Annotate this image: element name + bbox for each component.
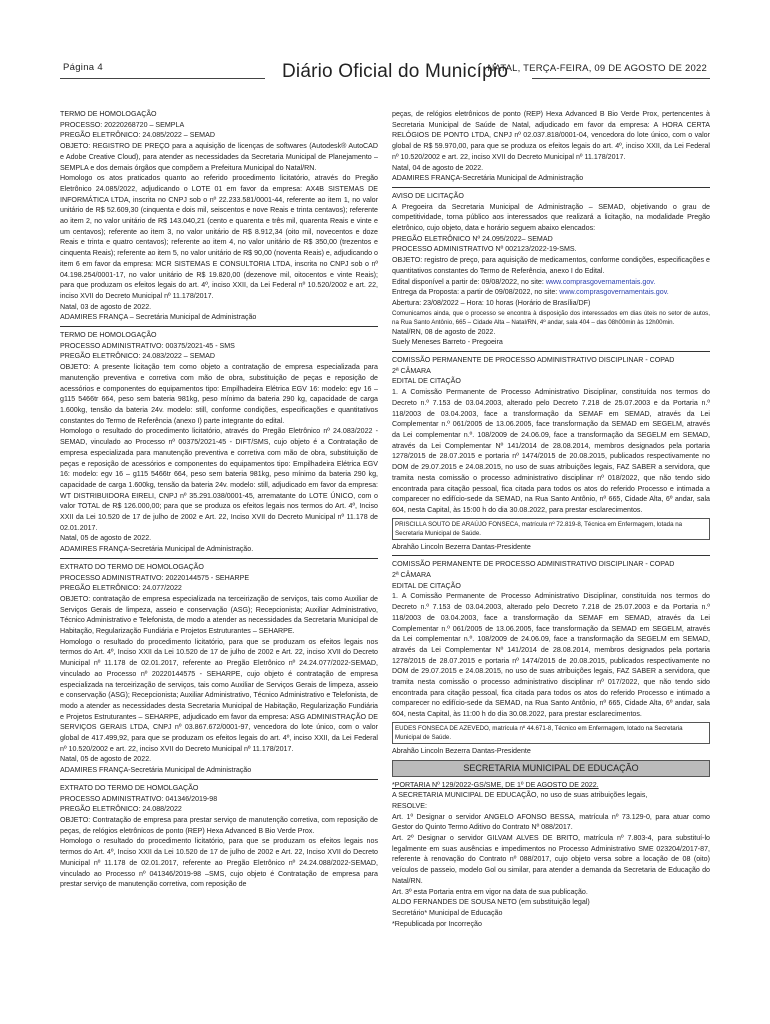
notice-pregao: PREGÃO ELETRÔNICO: 24.085/2022 – SEMAD: [60, 131, 215, 140]
ordinance-resolve: RESOLVE:: [392, 801, 427, 810]
notice-process: PROCESSO ADMINISTRATIVO: 041346/2019-98: [60, 794, 218, 803]
ordinance-republication-note: *Republicada por Incorreção: [392, 919, 482, 928]
notice-subheading: EDITAL DE CITAÇÃO: [392, 581, 461, 590]
notice-process: PROCESSO ADMINISTRATIVO: 00375/2021-45 - SMS: [60, 341, 235, 350]
notice-date: Natal/RN, 08 de agosto de 2022.: [392, 327, 496, 336]
notice-subheading: EDITAL DE CITAÇÃO: [392, 377, 461, 386]
notice-object: OBJETO: contratação de empresa especializada na terceirização de serviços, tais como Auxiliar de Serviços Gerais de limpeza, asseio e conservação (ASG); Recepcionista; Auxiliar Administrativo, Técnico Administrativo e Telefonista, de modo a atender as necessidades da Secretaria Municipal de Habitação, Regularização Fundiária e Projetos Estruturantes – SEHARPE.: [60, 594, 378, 636]
notice-object: OBJETO: Contratação de empresa para prestar serviço de manutenção corretiva, com reposição de peças, de relógios eletrônicos de ponto (REP) Hexa Advanced B Bio Verde Prox.: [60, 816, 378, 835]
publication-date: NATAL, TERÇA-FEIRA, 09 DE AGOSTO DE 2022: [487, 63, 707, 74]
notice-chamber: 2ª CÂMARA: [392, 571, 431, 580]
page-header: [60, 58, 710, 90]
notice-entrega-line: [392, 287, 710, 298]
notice-process: PROCESSO: 20220268720 – SEMPLA: [60, 120, 185, 129]
header-rule-right: [532, 78, 710, 79]
notice-heading: EXTRATO DO TERMO DE HOMOLGAÇÃO: [60, 783, 199, 792]
notice-heading: EXTRATO DO TERMO DE HOMOLOGAÇÃO: [60, 562, 204, 571]
notice-pregao: PREGÃO ELETRÔNICO: 24.088/2022: [60, 805, 182, 814]
right-column: [392, 105, 710, 929]
ordinance-signature-role: Secretário* Municipal de Educação: [392, 909, 503, 917]
entrega-link[interactable]: www.comprasgovernamentais.gov.: [559, 288, 669, 297]
notice-heading: TERMO DE HOMOLOGAÇÃO: [60, 331, 157, 340]
edital-text: Edital disponível a partir de: 09/08/2022, no site:: [392, 277, 546, 286]
homologation-extract-seharpe: [60, 558, 378, 776]
notice-abertura: Abertura: 23/08/2022 – Hora: 10 horas (Horário de Brasília/DF): [392, 298, 591, 307]
edital-link[interactable]: www.comprasgovernamentais.gov.: [545, 277, 656, 286]
notice-chamber: 2ª CÂMARA: [392, 366, 431, 375]
header-rule-left: [60, 78, 265, 79]
notice-object: OBJETO: registro de preço, para aquisição de medicamentos, conforme condições, especificações e quantitativos constantes do Termo de Referência, anexo I do Edital.: [392, 256, 710, 275]
homologation-extract-rep: [60, 779, 378, 890]
notice-edital-line: [392, 277, 710, 288]
notice-body: 1. A Comissão Permanente de Processo Administrativo Disciplinar, constituída nos termos do Decreto n.º 7.153 de 03.04.2003, alterado pelo Decreto 7.218 de 25.07.2003 e da Portaria n.º 118/2003 de 03.04.2003, face a transformação da SEMAF em SEMAD, através da Lei Complementar n.º 061/2005 de 13.06.2005, face transformação da SEMAD em SEGELM, através da Lei complementar n.º. 108/2009 de 24.06.09, face a transformação da SEGELM em SEMAD, através da Lei Complementar Nº 141/2014 de 28.08.2014, membros designados pela portaria 1278/2015 de 28.07.2015 e portaria nº 1474/2015 de 20.08.2015, publicados respectivamente no DOM de 29.07.2015 e 24.08.2015, no uso de suas atribuições legais, FAZ SABER a servidora, que tramita nesta comissão o processo administrativo disciplinar nº 017/2022, que não tendo sido encontrada para citação pessoal, fica citada para todos os atos do referido Processo e intimado a comparecer no edifício-sede da SEMAD, na Rua Santo Antônio, nº 665, Cidade Alta, 6º andar, sala 604, nesta Capital, às 11:00 h do dia 30.08.2022, para prestar esclarecimentos.: [392, 592, 710, 719]
entrega-text: Entrega da Proposta: a partir de 09/08/2022, no site:: [392, 288, 560, 297]
ordinance-article-2: Art. 2º Designar o servidor GILVAM ALVES DE BRITO, matrícula nº 7.803-4, para substituí-lo legalmente em suas ausências e impedimentos no Processo Administrativo SME 023204/2017-87, referente à renovação do Contrato nº 088/2017, cujo objeto versa sobre a locação de 08 (oito) veículos de passeio, modelo Gol ou similar, para atender a demanda da Secretaria de Educação do Natal/RN.: [392, 834, 710, 885]
notice-pregao: PREGÃO ELETRÔNICO: 24.077/2022: [60, 584, 182, 593]
citation-notice-017: [392, 555, 710, 756]
notice-body-continued: peças, de relógios eletrônicos de ponto (REP) Hexa Advanced B Bio Verde Prox, pertencentes à Secretaria Municipal de Saúde de Natal, adjudicado em favor da empresa: A HORA CERTA RELÓGIOS DE PONTO LTDA, CNPJ nº 02.037.818/0001-04, vencedora do lote único, com o valor global de R$ 59.970,00, para que se produza os efeitos legais do art. 4º, inciso XXII, da Lei Federal nº 10.520/2002 e art. 22, inciso XVII do Decreto Municipal nº 11.178/2017.: [392, 110, 710, 161]
notice-signature: ADAMIRES FRANÇA-Secretária Municipal de Administração: [392, 174, 584, 183]
ordinance-intro: A SECRETARIA MUNICIPAL DE EDUCAÇÃO, no uso de suas atribuições legais,: [392, 791, 648, 800]
notice-date: Natal, 04 de agosto de 2022.: [392, 163, 484, 172]
cited-person-box: PRISCILLA SOUTO DE ARAÚJO FONSECA, matrícula nº 72.819-8, Técnica em Enfermagem, lotada na Secretaria Municipal de Saúde.: [392, 518, 710, 540]
homologation-notice-sempla: [60, 105, 378, 323]
notice-date: Natal, 05 de agosto de 2022.: [60, 755, 152, 764]
ordinance-article-3: Art. 3º esta Portaria entra em vigor na data de sua publicação.: [392, 887, 588, 896]
education-ordinance: [392, 780, 710, 930]
notice-heading: COMISSÃO PERMANENTE DE PROCESSO ADMINISTRATIVO DISCIPLINAR - COPAD: [392, 560, 675, 569]
page-number: Página 4: [63, 62, 103, 73]
notice-heading: AVISO DE LICITAÇÃO: [392, 191, 464, 200]
notice-body: Homologo os atos praticados quanto ao referido procedimento licitatório, através do Pregão Eletrônico 24.085/2022, adjudicando o LOTE 01 em favor da empresa: AX4B SISTEMAS DE INFORMÁTICA LTDA, inscrita no CNPJ sob o nº 22.233.581/0001-44, referente ao item 1, no valor unitário de R$ 52.609,30 (cinquenta e dois mil, seiscentos e nove Reais e trinta centavos); referente ao item 2, no valor unitário de R$ 143.040,21 (cento e quarenta e três mil, quarenta Reais e vinte e um centavos); referente ao item 3, no valor unitário de R$ 8.912,34 (oito mil, novecentos e doze Reais e trinta e quatro centavos); referente ao item 4, no valor unitário de R$ 350,00 (trezentos e cinquenta Reais); referente ao item 5, no valor unitário de R$ 90,00 (noventa Reais) e, adjudicando o item 6 em favor da empresa: MCR SISTEMAS E CONSULTORIA LTDA, inscrita no CNPJ sob o nº 04.198.254/0001-17, no valor unitário de R$ 19.820,00 (dezenove mil, oitocentos e vinte Reais); para que produzam os efeitos legais do art. 4º, inciso XXII, da Lei Federal nº 10.520/2002 e art. 22, inciso XVII do Decreto Municipal nº 11.178/2017.: [60, 174, 378, 300]
notice-heading: TERMO DE HOMOLOGAÇÃO: [60, 110, 157, 118]
notice-process: PROCESSO ADMINISTRATIVO: 20220144575 - SEHARPE: [60, 573, 250, 582]
notice-signature: ADAMIRES FRANÇA-Secretária Municipal de Administração.: [60, 545, 254, 554]
notice-pregao: PREGÃO ELETRÔNICO: 24.083/2022 – SEMAD: [60, 352, 215, 361]
citation-notice-018: [392, 351, 710, 552]
notice-signature: Abrahão Lincoln Bezerra Dantas-Presidente: [392, 746, 531, 755]
notice-heading: COMISSÃO PERMANENTE DE PROCESSO ADMINISTRATIVO DISCIPLINAR - COPAD: [392, 356, 675, 365]
notice-body: Homologo o resultado do procedimento licitatório, para que se produzam os efeitos legais nos termos do Art. 4º, Inciso XXII da Lei 10.520 de 17 de julho de 2002 e Art. 22, inciso XVII do Decreto Municipal nº 11.178 de 02.01.2017, referente ao Pregão Eletrônico nº 24.24.077/2022-SEMAD, vinculado ao Processo nº 20220144575 - SEHARPE, cujo objeto é contratação de empresa especializada na terceirização de serviços, tais como Auxiliar de Serviços Gerais de limpeza, asseio e conservação (ASG); Recepcionista; Auxiliar Administrativo, Técnico Administrativo e Telefonista, de modo a atender as necessidades desta Secretaria Municipal de Habitação, Regularização Fundiária e Projetos Estruturantes – SEHARPE, adjudicado em favor da empresa: ASG ADMINISTRAÇÃO DE SERVIÇOS GERAIS LTDA, CNPJ nº 03.867.672/0001-97, vencedora do lote único, com o valor global de 417.499,92, para que se produzam os efeitos legais do art. 4º, inciso XXII, da Lei Federal nº 10.520/2002 e art. 22, inciso XVII do Decreto Municipal nº 11.178/2017.: [60, 637, 378, 753]
notice-process: PROCESSO ADMINISTRATIVO Nº 002123/2022-19-SMS.: [392, 245, 577, 254]
left-column: [60, 105, 378, 893]
ordinance-article-1: Art. 1º Designar o servidor ANGELO AFONSO BESSA, matrícula nº 73.129-0, para atuar como Gestor do Quinto Termo Aditivo do Contrato Nº 088/2017.: [392, 812, 710, 832]
notice-body: Homologo o resultado do procedimento licitatório, através do Pregão Eletrônico nº 24.083/2022 - SEMAD, vinculado ao Processo nº 00375/2021-45 - DIFT/SMS, cujo objeto é a Contratação de empresa especializada para manutenção preventiva e corretiva com mão de obra, substituição de peças e reposição de acessórios e componentes do equipamentos tipo: Empilhadeira Elétrica EGV 16: modelo: egv 16 – g115 5466tr 664, peso sem bateria 981kg, peso mínimo da bateria 290 kg, capacidade de carga 1.600kg, tensão da bateria 24v. modelo: still, adjudicado em favor da empresa: WT DISTRIBUIDORA EIRELI, CNPJ nº 35.291.038/0001-45, arrematante do LOTE ÚNICO, com o valor TOTAL de R$ 126.000,00; para que se produza os efeitos legais nos termos do Art. 4º, Inciso XXII da Lei 10.520 de 17 de julho de 2002 e Art. 22, Inciso XVII do Decreto Municipal nº 11.178 de 02.01.2017.: [60, 427, 378, 532]
homologation-extract-rep-continued: [392, 105, 710, 184]
notice-signature: Suely Meneses Barreto - Pregoeira: [392, 338, 503, 347]
publication-title: Diário Oficial do Município: [282, 61, 509, 82]
notice-signature: Abrahão Lincoln Bezerra Dantas-Presidente: [392, 542, 531, 551]
homologation-notice-sms: [60, 326, 378, 555]
notice-note: Comunicamos ainda, que o processo se encontra à disposição dos interessados em dias úteis no setor de autos, na Rua Santo Antônio, 665 – Cidade Alta – Natal/RN, 4º andar, sala 404 – das 08h00min às 12h00min.: [392, 309, 710, 326]
notice-pregao: PREGÃO ELETRÔNICO Nº 24.095/2022– SEMAD: [392, 234, 553, 243]
notice-date: Natal, 05 de agosto de 2022.: [60, 534, 152, 543]
bidding-notice: [392, 187, 710, 348]
notice-body: Homologo o resultado do procedimento licitatório, para que se produzam os efeitos legais nos termos do Art. 4º, Inciso XXII da Lei 10.520 de 17 de julho de 2002 e Art. 22, Inciso XVII do Decreto Municipal nº 11.178 de 02.01.2017, referente ao Pregão Eletrônico nº 24.24.088/2022-SEMAD, vinculado ao Processo nº 041346/2019-98 –SMS, cujo objeto é Contratação de empresa para prestar serviço de manutenção corretiva, com reposição de: [60, 837, 378, 889]
notice-body: A Pregoeira da Secretaria Municipal de Administração – SEMAD, objetivando o grau de competitividade, torna público aos interessados que realizará a licitação, na modalidade Pregão eletrônico, cujo objeto, data e horário seguem abaixo elencados:: [392, 202, 710, 233]
ordinance-title: *PORTARIA Nº 129/2022-GS/SME, DE 1º DE AGOSTO DE 2022.: [392, 780, 599, 789]
notice-signature: ADAMIRES FRANÇA-Secretária Municipal de Administração: [60, 766, 252, 775]
notice-signature: ADAMIRES FRANÇA – Secretária Municipal de Administração: [60, 313, 257, 322]
section-header-education: SECRETARIA MUNICIPAL DE EDUCAÇÃO: [392, 760, 710, 777]
notice-object: OBJETO: A presente licitação tem como objeto a contratação de empresa especializada para manutenção preventiva e corretiva com mão de obra, substituição de peças e reposição de acessórios e componentes do equipamentos tipo: Empilhadeira Elétrica EGV 16: modelo: egv 16 – g115 5466tr 664, peso sem bateria 981kg, peso mínimo da bateria 290 kg, capacidade de carga 1.600kg, tensão da bateria 24v. modelo: still, conforme condições, especificações e quantitativos constantes do Termo de Referência (anexo I) parte integrante do edital.: [60, 363, 378, 425]
notice-object: OBJETO: REGISTRO DE PREÇO para a aquisição de licenças de softwares (Autodesk® AutoCAD e Adobe Creative Cloud), para atender as necessidades da Secretaria Municipal de Planejamento – SEMPLA e dos demais órgãos que compõem a Prefeitura Municipal do Natal/RN.: [60, 142, 378, 172]
notice-body: 1. A Comissão Permanente de Processo Administrativo Disciplinar, constituída nos termos do Decreto n.º 7.153 de 03.04.2003, alterado pelo Decreto 7.218 de 25.07.2003 e da Portaria n.º 118/2003 de 03.04.2003, face a transformação da SEMAF em SEMAD, através da Lei Complementar n.º 061/2005 de 13.06.2005, face transformação da SEMAD em SEGELM, através da Lei complementar n.º. 108/2009 de 24.06.09, face a transformação da SEGELM em SEMAD, através da Lei Complementar Nº 141/2014 de 28.08.2014, membros designados pela portaria 1278/2015 de 28.07.2015 e portaria nº 1474/2015 de 20.08.2015, publicados respectivamente no DOM de 29.07.2015 e 24.08.2015, no uso de suas atribuições legais, FAZ SABER a servidora, que tramita nesta comissão o processo administrativo disciplinar nº 018/2022, que não tendo sido encontrada para citação pessoal, fica citada para todos os atos do referido Processo e intimada a comparecer no edifício-sede da SEMAD, na Rua Santo Antônio, nº 665, Cidade Alta, 6º andar, sala 604, nesta Capital, às 15:00 h do dia 30.08.2022, para prestar esclarecimentos.: [392, 388, 710, 514]
cited-person-box: EUDES FONSECA DE AZEVEDO, matrícula nº 44.671-8, Técnico em Enfermagem, lotado na Secretaria Municipal de Saúde.: [392, 722, 710, 744]
ordinance-signature: ALDO FERNANDES DE SOUSA NETO (em substituição legal): [392, 898, 590, 907]
notice-date: Natal, 03 de agosto de 2022.: [60, 302, 152, 311]
